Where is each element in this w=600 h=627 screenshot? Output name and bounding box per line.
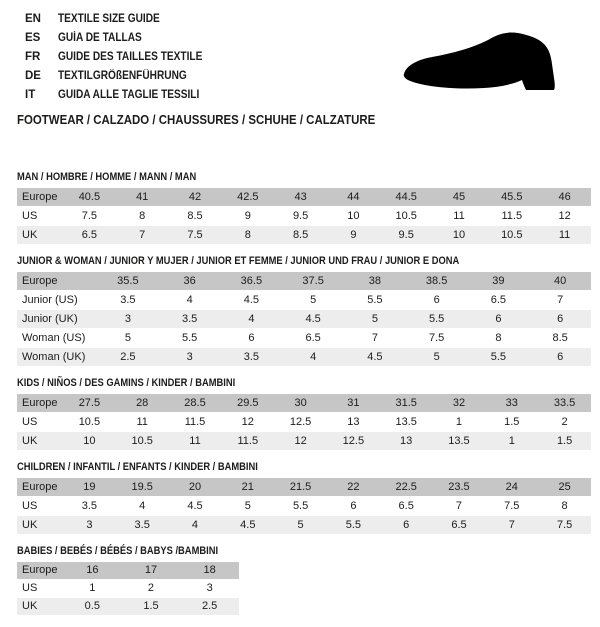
size-cell: 2: [122, 580, 181, 598]
size-cell: 1: [485, 432, 538, 451]
size-cell: 21: [221, 478, 274, 497]
language-title: TEXTILGRÖßENFÜHRUNG: [58, 70, 187, 82]
size-cell: 40.5: [63, 188, 116, 207]
table-row: [17, 478, 591, 497]
size-cell: 27.5: [63, 394, 116, 413]
size-cell: 36.5: [221, 272, 283, 291]
size-cell: 28.5: [169, 394, 222, 413]
row-label: Europe: [17, 188, 63, 207]
table-row: [17, 598, 239, 616]
row-label: UK: [17, 432, 63, 451]
size-cell: 8: [468, 329, 530, 348]
size-cell: 23.5: [433, 478, 486, 497]
row-label: UK: [17, 516, 63, 535]
row-label: US: [17, 413, 63, 432]
table-row: [17, 497, 591, 516]
size-cell: 17: [122, 562, 181, 580]
size-cell: 44.5: [380, 188, 433, 207]
size-cell: 30: [274, 394, 327, 413]
size-cell: 41: [116, 188, 169, 207]
table-row: [17, 580, 239, 598]
size-cell: 5.5: [468, 348, 530, 367]
table-row: [17, 432, 591, 451]
size-cell: 13.5: [433, 432, 486, 451]
row-label: Europe: [17, 394, 63, 413]
size-cell: 10: [433, 226, 486, 245]
size-cell: 4.5: [221, 291, 283, 310]
size-cell: 3: [159, 348, 221, 367]
size-cell: 32: [433, 394, 486, 413]
size-cell: 11.5: [169, 413, 222, 432]
size-cell: 3: [180, 580, 239, 598]
size-cell: 12: [221, 413, 274, 432]
size-cell: 19.5: [116, 478, 169, 497]
size-cell: 10.5: [380, 207, 433, 226]
size-table-section: [17, 462, 591, 535]
size-cell: 9.5: [380, 226, 433, 245]
language-title-block: [25, 10, 222, 105]
size-cell: 3.5: [63, 497, 116, 516]
size-cell: 1.5: [538, 432, 591, 451]
size-cell: 6: [529, 310, 591, 329]
size-table: [17, 478, 591, 535]
size-table: [17, 188, 591, 245]
size-table: [17, 394, 591, 451]
size-cell: 33: [485, 394, 538, 413]
language-code: DE: [25, 70, 41, 82]
size-cell: 6: [468, 310, 530, 329]
size-cell: 43: [274, 188, 327, 207]
size-cell: 3.5: [97, 291, 159, 310]
size-cell: 39: [468, 272, 530, 291]
table-row: [17, 291, 591, 310]
size-cell: 5: [406, 348, 468, 367]
size-cell: 8: [116, 207, 169, 226]
size-cell: 5: [344, 310, 406, 329]
size-cell: 20: [169, 478, 222, 497]
size-cell: 3.5: [116, 516, 169, 535]
table-title: KIDS / NIÑOS / DES GAMINS / KINDER / BAMBINI: [17, 377, 236, 389]
language-row: [25, 10, 222, 29]
size-cell: 11: [433, 207, 486, 226]
size-cell: 7.5: [485, 497, 538, 516]
size-cell: 5: [221, 497, 274, 516]
row-label: UK: [17, 598, 63, 616]
table-title: BABIES / BEBÉS / BÉBÉS / BABYS /BAMBINI: [17, 545, 219, 557]
size-cell: 9: [221, 207, 274, 226]
size-cell: 4.5: [282, 310, 344, 329]
size-cell: 6: [380, 516, 433, 535]
row-label: Europe: [17, 478, 63, 497]
language-row: [25, 67, 222, 86]
table-row: [17, 413, 591, 432]
size-cell: 12.5: [327, 432, 380, 451]
size-cell: 44: [327, 188, 380, 207]
size-cell: 45.5: [485, 188, 538, 207]
size-cell: 9.5: [274, 207, 327, 226]
size-cell: 5: [282, 291, 344, 310]
size-cell: 1: [433, 413, 486, 432]
size-cell: 10.5: [116, 432, 169, 451]
size-cell: 19: [63, 478, 116, 497]
language-code: IT: [25, 89, 36, 101]
category-heading: FOOTWEAR / CALZADO / CHAUSSURES / SCHUHE / CALZATURE: [17, 112, 376, 127]
size-cell: 0.5: [63, 598, 122, 616]
size-cell: 6.5: [282, 329, 344, 348]
size-cell: 5.5: [406, 310, 468, 329]
row-label: UK: [17, 226, 63, 245]
table-row: [17, 226, 591, 245]
language-title: GUÍA DE TALLAS: [58, 32, 142, 44]
row-label: US: [17, 497, 63, 516]
size-cell: 4: [169, 516, 222, 535]
size-cell: 6.5: [380, 497, 433, 516]
size-cell: 11: [116, 413, 169, 432]
size-cell: 24: [485, 478, 538, 497]
size-cell: 6: [406, 291, 468, 310]
language-code: EN: [25, 13, 41, 25]
language-title: GUIDA ALLE TAGLIE TESSILI: [58, 89, 200, 101]
size-cell: 6: [221, 329, 283, 348]
size-cell: 4: [282, 348, 344, 367]
size-cell: 8.5: [529, 329, 591, 348]
table-row: [17, 516, 591, 535]
size-cell: 42.5: [221, 188, 274, 207]
size-cell: 6: [529, 348, 591, 367]
language-title: GUIDE DES TAILLES TEXTILE: [58, 51, 203, 63]
size-cell: 35.5: [97, 272, 159, 291]
table-row: [17, 207, 591, 226]
size-cell: 2.5: [180, 598, 239, 616]
row-label: Woman (UK): [17, 348, 97, 367]
size-cell: 7: [485, 516, 538, 535]
size-cell: 7.5: [63, 207, 116, 226]
table-row: [17, 188, 591, 207]
table-row: [17, 272, 591, 291]
size-cell: 11.5: [485, 207, 538, 226]
size-cell: 3: [97, 310, 159, 329]
size-cell: 2: [538, 413, 591, 432]
size-cell: 37.5: [282, 272, 344, 291]
size-cell: 3.5: [159, 310, 221, 329]
size-cell: 10: [327, 207, 380, 226]
size-cell: 4.5: [169, 497, 222, 516]
language-row: [25, 29, 222, 48]
row-label: Europe: [17, 562, 63, 580]
size-cell: 5.5: [274, 497, 327, 516]
size-table-section: [17, 546, 591, 616]
table-title: CHILDREN / INFANTIL / ENFANTS / KINDER / BAMBINI: [17, 461, 258, 473]
size-table-section: [17, 378, 591, 451]
size-cell: 7: [529, 291, 591, 310]
size-cell: 11: [169, 432, 222, 451]
size-cell: 8: [221, 226, 274, 245]
size-cell: 8: [538, 497, 591, 516]
size-cell: 5.5: [159, 329, 221, 348]
size-cell: 5.5: [344, 291, 406, 310]
row-label: US: [17, 580, 63, 598]
size-cell: 22: [327, 478, 380, 497]
size-cell: 12: [538, 207, 591, 226]
size-cell: 7.5: [169, 226, 222, 245]
shoe-icon: [396, 28, 572, 100]
size-cell: 4.5: [344, 348, 406, 367]
size-cell: 6.5: [468, 291, 530, 310]
size-cell: 8.5: [274, 226, 327, 245]
size-table: [17, 272, 591, 367]
size-cell: 31.5: [380, 394, 433, 413]
size-cell: 4: [159, 291, 221, 310]
size-cell: 42: [169, 188, 222, 207]
size-cell: 45: [433, 188, 486, 207]
size-cell: 4: [221, 310, 283, 329]
language-code: FR: [25, 51, 41, 63]
size-cell: 4.5: [221, 516, 274, 535]
size-cell: 4: [116, 497, 169, 516]
size-cell: 7: [433, 497, 486, 516]
size-cell: 16: [63, 562, 122, 580]
size-cell: 13: [380, 432, 433, 451]
size-cell: 1.5: [122, 598, 181, 616]
table-row: [17, 394, 591, 413]
table-row: [17, 348, 591, 367]
size-cell: 6.5: [433, 516, 486, 535]
table-row: [17, 329, 591, 348]
table-row: [17, 310, 591, 329]
language-row: [25, 48, 222, 67]
size-cell: 10.5: [485, 226, 538, 245]
size-cell: 11.5: [221, 432, 274, 451]
size-cell: 18: [180, 562, 239, 580]
size-cell: 46: [538, 188, 591, 207]
size-cell: 6: [327, 497, 380, 516]
size-cell: 11: [538, 226, 591, 245]
size-cell: 3.5: [221, 348, 283, 367]
size-cell: 7.5: [538, 516, 591, 535]
size-table: [17, 562, 239, 616]
size-cell: 12: [274, 432, 327, 451]
size-cell: 7: [344, 329, 406, 348]
size-cell: 7: [116, 226, 169, 245]
language-code: ES: [25, 32, 41, 44]
size-cell: 5: [97, 329, 159, 348]
table-row: [17, 562, 239, 580]
size-cell: 28: [116, 394, 169, 413]
table-title: JUNIOR & WOMAN / JUNIOR Y MUJER / JUNIOR ET FEMME / JUNIOR UND FRAU / JUNIOR E DONA: [17, 255, 460, 267]
table-title: MAN / HOMBRE / HOMME / MANN / MAN: [17, 171, 197, 183]
language-row: [25, 86, 222, 105]
size-cell: 38: [344, 272, 406, 291]
language-title: TEXTILE SIZE GUIDE: [58, 13, 160, 25]
size-cell: 25: [538, 478, 591, 497]
size-cell: 12.5: [274, 413, 327, 432]
row-label: US: [17, 207, 63, 226]
row-label: Junior (US): [17, 291, 97, 310]
size-cell: 6.5: [63, 226, 116, 245]
size-table-section: [17, 172, 591, 245]
size-cell: 10.5: [63, 413, 116, 432]
size-cell: 9: [327, 226, 380, 245]
size-cell: 1.5: [485, 413, 538, 432]
row-label: Woman (US): [17, 329, 97, 348]
size-cell: 36: [159, 272, 221, 291]
size-cell: 5.5: [327, 516, 380, 535]
size-cell: 38.5: [406, 272, 468, 291]
size-table-section: [17, 256, 591, 367]
size-cell: 40: [529, 272, 591, 291]
size-cell: 7.5: [406, 329, 468, 348]
size-cell: 33.5: [538, 394, 591, 413]
size-cell: 3: [63, 516, 116, 535]
size-cell: 29.5: [221, 394, 274, 413]
row-label: Junior (UK): [17, 310, 97, 329]
size-cell: 5: [274, 516, 327, 535]
size-tables: [17, 172, 591, 627]
size-cell: 1: [63, 580, 122, 598]
size-cell: 2.5: [97, 348, 159, 367]
size-cell: 13: [327, 413, 380, 432]
size-cell: 8.5: [169, 207, 222, 226]
row-label: Europe: [17, 272, 97, 291]
size-cell: 10: [63, 432, 116, 451]
size-cell: 13.5: [380, 413, 433, 432]
size-cell: 22.5: [380, 478, 433, 497]
size-cell: 31: [327, 394, 380, 413]
size-cell: 21.5: [274, 478, 327, 497]
